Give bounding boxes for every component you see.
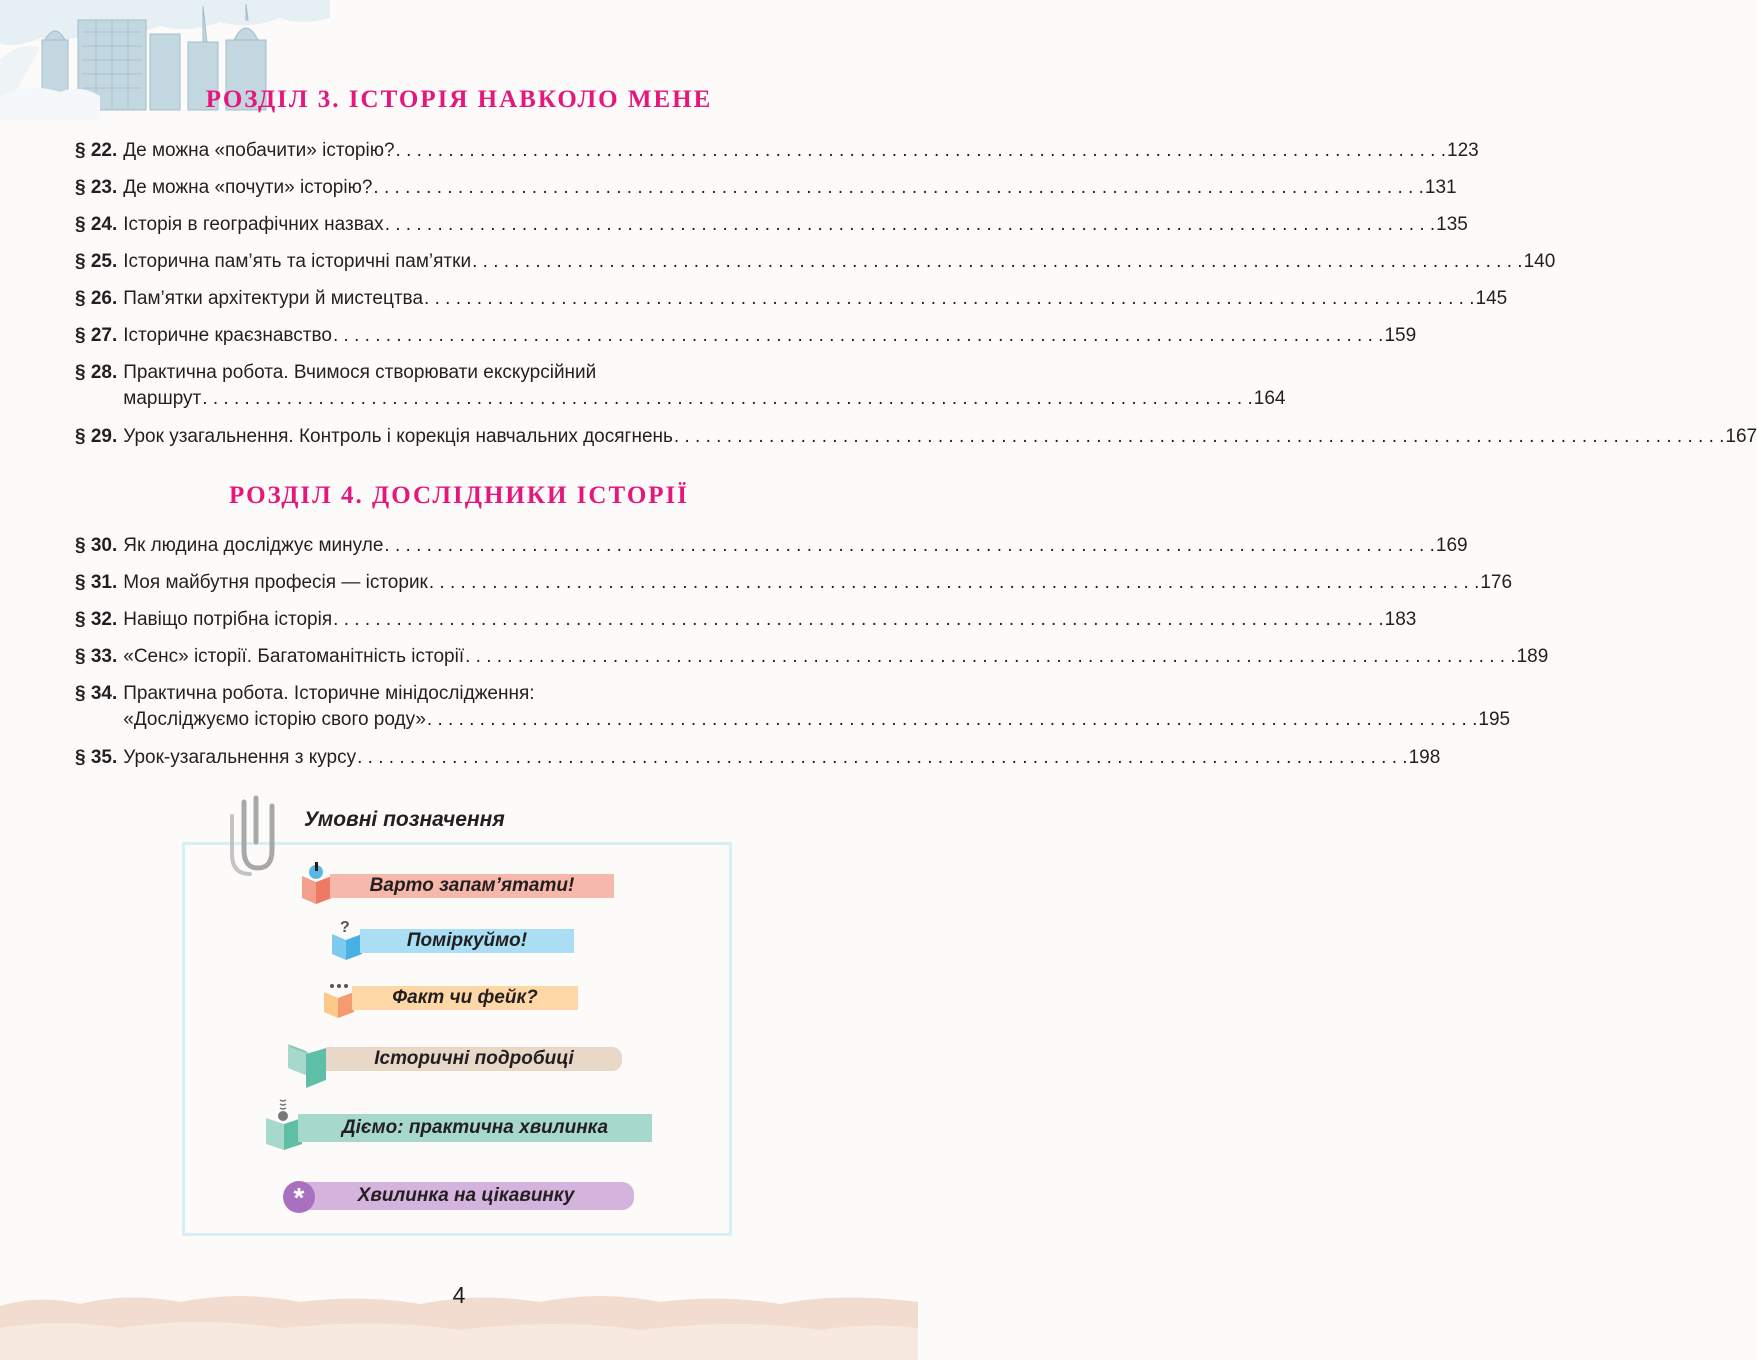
toc-entry-title-continued: «Досліджуємо історію свого роду»: [123, 709, 426, 730]
toc-section-3: [75, 138, 1757, 461]
toc-dot-leader: [373, 175, 1423, 201]
toc-entry-title: «Сенс» історії. Багатоманітність історії: [123, 646, 465, 667]
toc-entry-number: § 35.: [75, 747, 118, 768]
section-3-title: РОЗДІЛ 3. ІСТОРІЯ НАВКОЛО МЕНЕ: [205, 86, 713, 113]
legend-item-think: Поміркуймо!: [360, 929, 574, 953]
toc-entry[interactable]: [75, 570, 1513, 607]
toc-dot-leader: [424, 286, 1474, 312]
toc-entry[interactable]: [75, 138, 1479, 175]
toc-dot-leader: [674, 424, 1724, 450]
toc-entry[interactable]: [75, 212, 1468, 249]
toc-entry-page: 123: [1447, 140, 1479, 161]
toc-entry-title-continued: маршрут: [123, 388, 202, 409]
toc-dot-leader: [384, 533, 1434, 559]
toc-entry-number: § 29.: [75, 426, 118, 447]
toc-entry-page: 169: [1435, 535, 1468, 556]
toc-entry-number: § 34.: [75, 683, 118, 704]
toc-entry[interactable]: [75, 360, 1286, 424]
toc-entry[interactable]: [75, 681, 1511, 745]
toc-dot-leader: [385, 212, 1435, 238]
toc-entry-page: 198: [1408, 747, 1441, 768]
legend-item-remember: Варто запам’ятати!: [330, 874, 614, 898]
toc-entry[interactable]: [75, 607, 1417, 644]
toc-entry-page: 145: [1475, 288, 1508, 309]
section-4-title: РОЗДІЛ 4. ДОСЛІДНИКИ ІСТОРІЇ: [228, 482, 689, 509]
toc-entry[interactable]: [75, 533, 1468, 570]
toc-entry[interactable]: [75, 249, 1556, 286]
toc-entry[interactable]: [75, 286, 1508, 323]
svg-text:*: *: [293, 1182, 305, 1213]
exclamation-book-icon: [300, 860, 334, 906]
toc-section-4: [75, 533, 1549, 782]
toc-dot-leader: [202, 386, 1252, 412]
toc-entry-number: § 32.: [75, 609, 118, 630]
ellipsis-book-icon: [322, 978, 356, 1020]
toc-dot-leader: [465, 644, 1515, 670]
toc-entry[interactable]: [75, 175, 1457, 212]
toc-entry-title: Навіщо потрібна історія: [123, 609, 333, 630]
svg-text:?: ?: [340, 919, 350, 936]
toc-entry-number: § 24.: [75, 214, 118, 235]
toc-entry-title: Моя майбутня професія — історик: [123, 572, 428, 593]
toc-entry-number: § 28.: [75, 362, 118, 383]
asterisk-circle-icon: [282, 1180, 316, 1214]
toc-entry-page: 131: [1424, 177, 1457, 198]
toc-entry-page: 135: [1436, 214, 1468, 235]
toc-entry-title: Пам’ятки архітектури й мистецтва: [123, 288, 424, 309]
toc-dot-leader: [333, 323, 1383, 349]
toc-entry-title: Історична пам’ять та історичні пам’ятки: [123, 251, 472, 272]
toc-entry[interactable]: [75, 424, 1757, 461]
question-book-icon: [330, 916, 364, 962]
toc-entry-title: Урок-узагальнення з курсу: [123, 747, 357, 768]
toc-entry-number: § 22.: [75, 140, 118, 161]
toc-entry-page: 189: [1516, 646, 1549, 667]
toc-entry[interactable]: [75, 745, 1441, 782]
scroll-book-icon: [286, 1040, 330, 1090]
toc-entry-number: § 27.: [75, 325, 118, 346]
toc-dot-leader: [472, 249, 1522, 275]
toc-entry-title: Де можна «побачити» історію?: [123, 140, 395, 161]
toc-entry-number: § 31.: [75, 572, 118, 593]
toc-entry-title: Практична робота. Вчимося створювати екскурсійний: [123, 362, 597, 383]
toc-entry-number: § 33.: [75, 646, 118, 667]
page-number: 4: [452, 1282, 466, 1308]
legend-item-fact-or-fake: Факт чи фейк?: [352, 986, 578, 1010]
toc-entry-page: 159: [1384, 325, 1417, 346]
legend-item-historical-details: Історичні подробиці: [326, 1047, 622, 1071]
toc-entry-number: § 26.: [75, 288, 118, 309]
toc-entry[interactable]: [75, 644, 1549, 681]
legend-item-practical-minute: Діємо: практична хвилинка: [298, 1114, 652, 1142]
toc-dot-leader: [396, 138, 1446, 164]
toc-entry-number: § 23.: [75, 177, 118, 198]
toc-dot-leader: [333, 607, 1383, 633]
toc-entry-title: Історичне краєзнавство: [123, 325, 332, 346]
toc-entry-page: 140: [1523, 251, 1556, 272]
toc-entry-title: Як людина досліджує минуле: [123, 535, 384, 556]
paperclip-icon: [226, 792, 290, 874]
toc-entry-page: 164: [1253, 388, 1286, 409]
toc-entry-number: § 25.: [75, 251, 118, 272]
toc-entry-page: 167: [1725, 426, 1757, 447]
toc-entry-page: 176: [1480, 572, 1513, 593]
toc-entry-page: 183: [1384, 609, 1417, 630]
toc-entry-number: § 30.: [75, 535, 118, 556]
toc-dot-leader: [427, 707, 1477, 733]
toc-entry-title: Історія в географічних назвах: [123, 214, 384, 235]
toc-dot-leader: [357, 745, 1407, 771]
toc-entry-title: Практична робота. Історичне мінідослідження:: [123, 683, 535, 704]
toc-dot-leader: [429, 570, 1479, 596]
toc-entry-title: Де можна «почути» історію?: [123, 177, 373, 198]
legend-title: Умовні позначення: [304, 808, 505, 831]
toc-entry-title: Урок узагальнення. Контроль і корекція навчальних досягнень: [123, 426, 673, 447]
toc-entry-page: 195: [1478, 709, 1511, 730]
toc-entry[interactable]: [75, 323, 1417, 360]
legend-item-curious-minute: Хвилинка на цікавинку: [298, 1182, 634, 1210]
legend-box: [182, 842, 732, 1236]
